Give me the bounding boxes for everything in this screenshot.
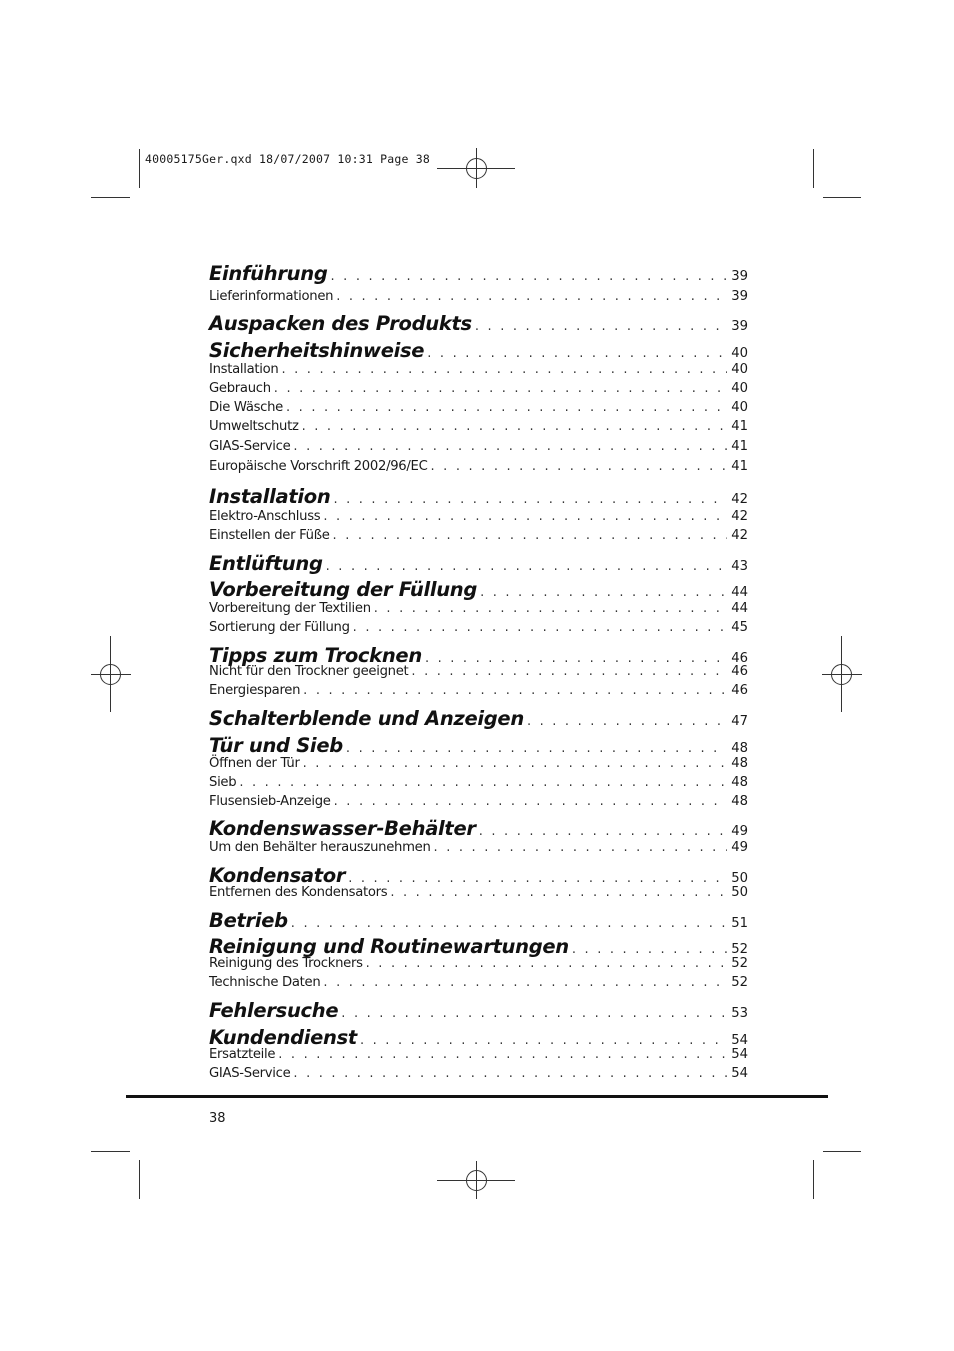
toc-page-number: 43	[731, 559, 748, 574]
toc-heading	[209, 734, 748, 757]
toc-title: Reinigung des Trockners	[209, 956, 363, 971]
toc-title: Installation	[209, 485, 331, 508]
toc-page-number: 49	[731, 840, 748, 855]
dot-leader	[427, 346, 727, 361]
toc-title: Europäische Vorschrift 2002/96/EC	[209, 459, 428, 474]
toc-page-number: 44	[731, 585, 748, 600]
toc-entry	[209, 528, 748, 543]
dot-leader	[390, 885, 727, 900]
toc-title: Tür und Sieb	[209, 734, 343, 757]
toc-entry	[209, 664, 748, 679]
dot-leader	[293, 1066, 727, 1081]
toc-page-number: 54	[731, 1033, 748, 1048]
dot-leader	[336, 289, 727, 304]
toc-heading	[209, 339, 748, 362]
dot-leader	[475, 319, 727, 334]
dot-leader	[286, 400, 727, 415]
toc-page-number: 42	[731, 492, 748, 507]
dot-leader	[411, 664, 727, 679]
toc-title: Einstellen der Füße	[209, 528, 330, 543]
toc-page-number: 48	[731, 756, 748, 771]
toc-entry	[209, 1047, 748, 1062]
dot-leader	[374, 601, 727, 616]
toc-page-number: 39	[731, 269, 748, 284]
toc-entry	[209, 620, 748, 635]
dot-leader	[291, 916, 727, 931]
toc-title: Reinigung und Routinewartungen	[209, 935, 569, 958]
toc-entry	[209, 956, 748, 971]
dot-leader	[293, 439, 727, 454]
toc-page-number: 52	[731, 956, 748, 971]
toc-heading	[209, 909, 748, 932]
toc-page-number: 54	[731, 1066, 748, 1081]
toc-entry	[209, 509, 748, 524]
toc-page-number: 50	[731, 885, 748, 900]
dot-leader	[527, 714, 727, 729]
dot-leader	[353, 620, 728, 635]
toc-page-number: 42	[731, 509, 748, 524]
toc-title: Nicht für den Trockner geeignet	[209, 664, 409, 679]
toc-entry	[209, 756, 748, 771]
dot-leader	[341, 1006, 727, 1021]
toc-title: Fehlersuche	[209, 999, 339, 1022]
toc-page-number: 40	[731, 381, 748, 396]
toc-page-number: 48	[731, 775, 748, 790]
toc-entry	[209, 381, 748, 396]
toc-heading	[209, 999, 748, 1022]
toc-page-number: 41	[731, 419, 748, 434]
dot-leader	[431, 459, 728, 474]
dot-leader	[346, 741, 727, 756]
dot-leader	[303, 756, 728, 771]
dot-leader	[323, 975, 727, 990]
toc-entry	[209, 794, 748, 809]
toc-title: Umweltschutz	[209, 419, 299, 434]
toc-title: Gebrauch	[209, 381, 271, 396]
dot-leader	[323, 509, 727, 524]
toc-entry	[209, 459, 748, 474]
toc-entry	[209, 975, 748, 990]
toc-heading	[209, 864, 748, 887]
toc-page-number: 48	[731, 794, 748, 809]
toc-page-number: 45	[731, 620, 748, 635]
toc-title: Elektro-Anschluss	[209, 509, 321, 524]
toc-entry	[209, 601, 748, 616]
toc-page-number: 54	[731, 1047, 748, 1062]
dot-leader	[274, 381, 727, 396]
toc-page-number: 47	[731, 714, 748, 729]
dot-leader	[278, 1047, 727, 1062]
dot-leader	[239, 775, 727, 790]
toc-title: Installation	[209, 362, 279, 377]
toc-entry	[209, 683, 748, 698]
toc-page-number: 40	[731, 346, 748, 361]
toc-page-number: 41	[731, 439, 748, 454]
toc-heading	[209, 552, 748, 575]
toc-page-number: 48	[731, 741, 748, 756]
toc-entry	[209, 400, 748, 415]
toc-title: Um den Behälter herauszunehmen	[209, 840, 431, 855]
dot-leader	[333, 492, 727, 507]
toc-entry	[209, 1066, 748, 1081]
toc-title: Schalterblende und Anzeigen	[209, 707, 524, 730]
toc-heading	[209, 578, 748, 601]
toc-title: Kondenswasser-Behälter	[209, 817, 476, 840]
toc-entry	[209, 840, 748, 855]
toc-title: Entlüftung	[209, 552, 323, 575]
toc-page-number: 40	[731, 362, 748, 377]
toc-heading	[209, 262, 748, 285]
toc-title: GIAS-Service	[209, 439, 291, 454]
footer-rule	[126, 1095, 828, 1098]
toc-title: Entfernen des Kondensators	[209, 885, 388, 900]
dot-leader	[330, 269, 727, 284]
dot-leader	[333, 528, 728, 543]
dot-leader	[348, 871, 727, 886]
dot-leader	[326, 559, 728, 574]
toc-page-number: 46	[731, 651, 748, 666]
toc-page-number: 42	[731, 528, 748, 543]
toc-title: Kundendienst	[209, 1026, 357, 1049]
toc-heading	[209, 707, 748, 730]
toc-page-number: 49	[731, 824, 748, 839]
toc-title: Sieb	[209, 775, 237, 790]
toc-entry	[209, 775, 748, 790]
toc-title: Vorbereitung der Füllung	[209, 578, 478, 601]
toc-title: Ersatzteile	[209, 1047, 276, 1062]
toc-entry	[209, 885, 748, 900]
toc-title: Auspacken des Produkts	[209, 312, 472, 335]
toc-title: Technische Daten	[209, 975, 321, 990]
toc-page-number: 39	[731, 289, 748, 304]
toc-title: Kondensator	[209, 864, 346, 887]
toc-page-number: 46	[731, 683, 748, 698]
dot-leader	[366, 956, 728, 971]
toc-title: Energiesparen	[209, 683, 301, 698]
toc-page-number: 52	[731, 975, 748, 990]
toc-entry	[209, 362, 748, 377]
page-number: 38	[209, 1111, 226, 1126]
toc-page-number: 53	[731, 1006, 748, 1021]
toc-heading	[209, 817, 748, 840]
toc-entry	[209, 439, 748, 454]
toc-heading	[209, 935, 748, 958]
toc-entry	[209, 289, 748, 304]
toc-title: Die Wäsche	[209, 400, 283, 415]
dot-leader	[281, 362, 727, 377]
toc-page-number: 44	[731, 601, 748, 616]
toc-page-number: 51	[731, 916, 748, 931]
toc-title: Vorbereitung der Textilien	[209, 601, 371, 616]
dot-leader	[302, 419, 728, 434]
dot-leader	[434, 840, 728, 855]
toc-title: Betrieb	[209, 909, 288, 932]
toc-entry	[209, 419, 748, 434]
toc-title: Öffnen der Tür	[209, 756, 300, 771]
toc-page-number: 50	[731, 871, 748, 886]
toc-page-number: 46	[731, 664, 748, 679]
toc-page-number: 40	[731, 400, 748, 415]
print-slug: 40005175Ger.qxd 18/07/2007 10:31 Page 38	[145, 152, 430, 166]
toc-title: Einführung	[209, 262, 328, 285]
toc-page-number: 39	[731, 319, 748, 334]
toc-heading	[209, 312, 748, 335]
dot-leader	[479, 824, 728, 839]
dot-leader	[572, 942, 727, 957]
toc-heading	[209, 485, 748, 508]
toc-title: GIAS-Service	[209, 1066, 291, 1081]
toc-page-number: 41	[731, 459, 748, 474]
dot-leader	[303, 683, 727, 698]
toc-page-number: 52	[731, 942, 748, 957]
toc-title: Sortierung der Füllung	[209, 620, 350, 635]
toc-title: Flusensieb-Anzeige	[209, 794, 331, 809]
dot-leader	[360, 1033, 727, 1048]
toc-title: Lieferinformationen	[209, 289, 334, 304]
dot-leader	[480, 585, 727, 600]
toc-heading	[209, 1026, 748, 1049]
toc-title: Tipps zum Trocknen	[209, 644, 422, 667]
toc-title: Sicherheitshinweise	[209, 339, 425, 362]
dot-leader	[334, 794, 728, 809]
